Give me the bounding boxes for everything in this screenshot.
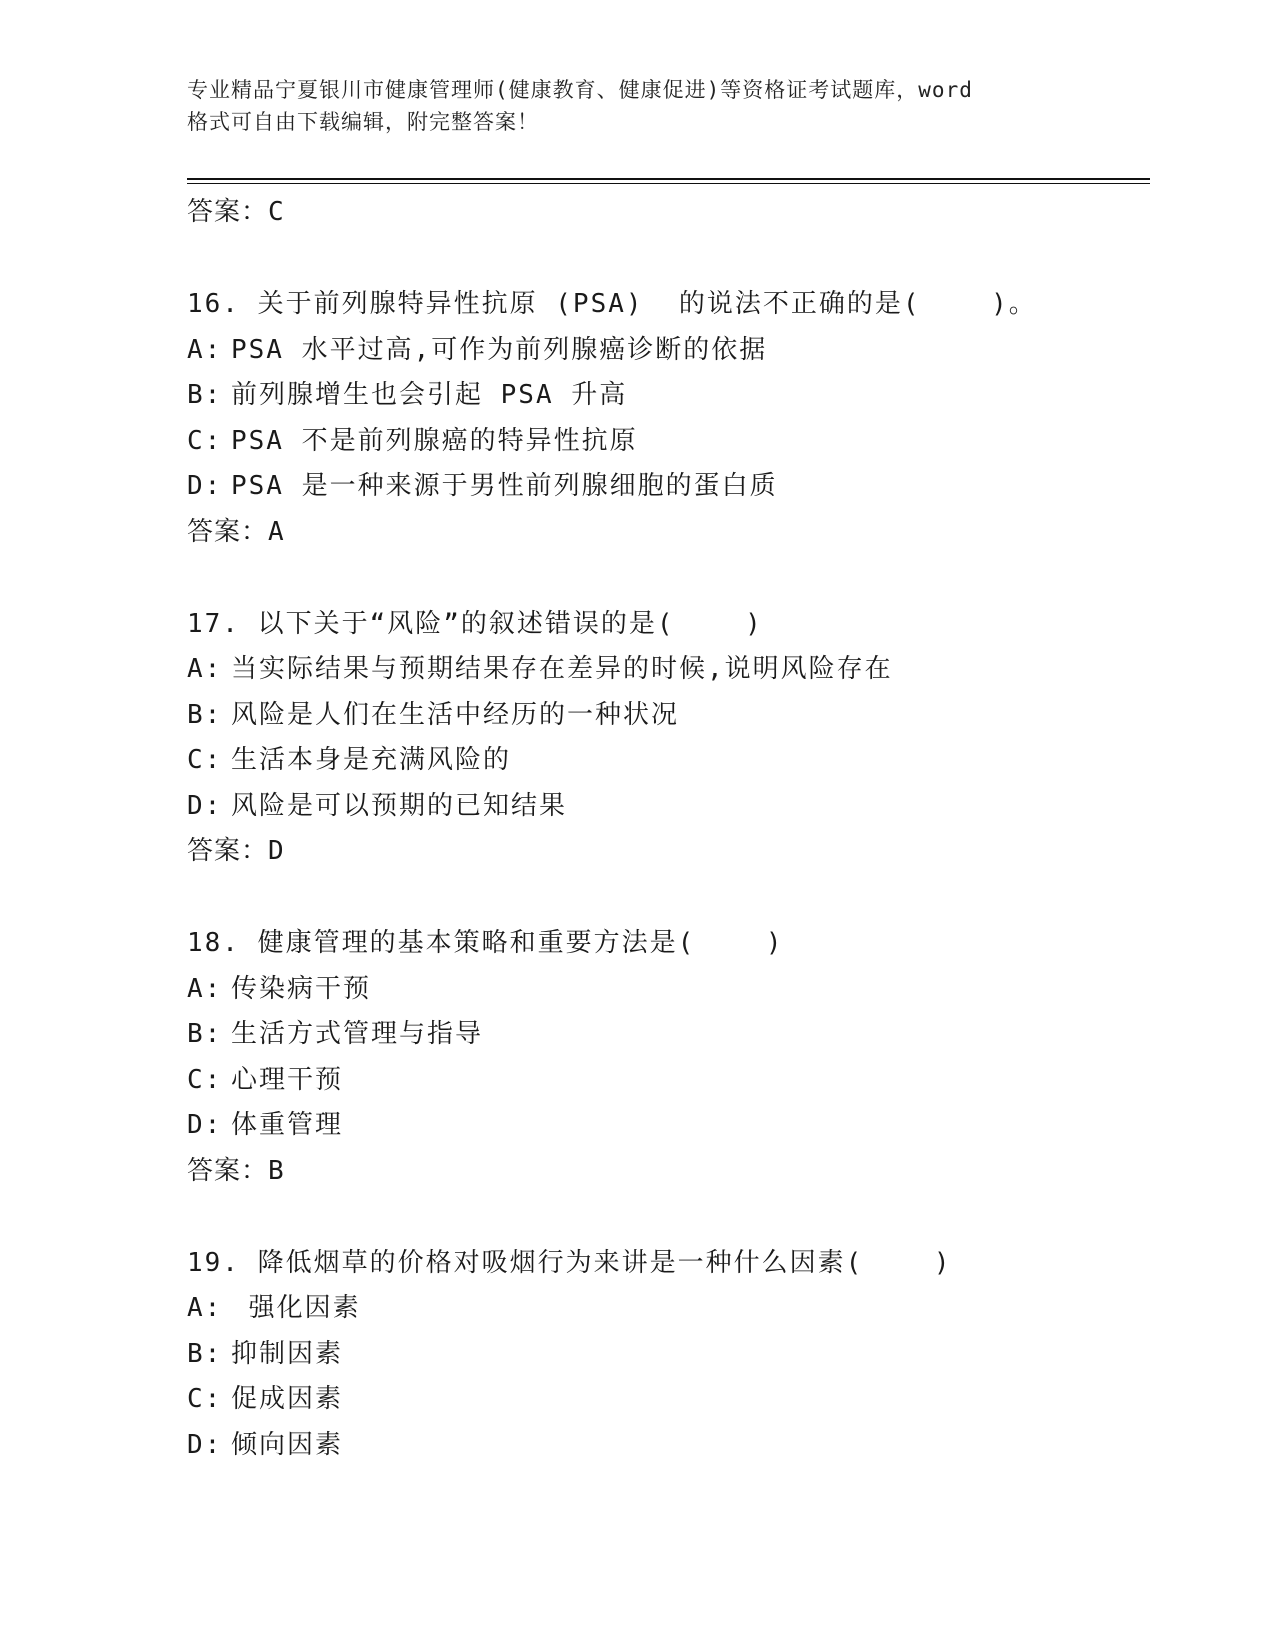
answer-label: 答案： bbox=[187, 1155, 269, 1186]
option-b: B: 生活方式管理与指导 bbox=[187, 1019, 484, 1049]
option-b: B: 抑制因素 bbox=[187, 1338, 344, 1369]
answer-line bbox=[187, 510, 1147, 555]
answer-line bbox=[187, 829, 1147, 874]
question-stem: 18. 健康管理的基本策略和重要方法是( ) bbox=[187, 928, 784, 958]
option-d: D: PSA 是一种来源于男性前列腺细胞的蛋白质 bbox=[187, 471, 778, 501]
option-a: A: 当实际结果与预期结果存在差异的时候,说明风险存在 bbox=[187, 654, 893, 684]
answer-value: A bbox=[268, 516, 286, 547]
option-c: C: 心理干预 bbox=[187, 1064, 344, 1095]
answer-label: 答案： bbox=[187, 516, 269, 547]
option-a: A: 传染病干预 bbox=[187, 973, 372, 1004]
answer-line bbox=[187, 1149, 1147, 1194]
header-rule bbox=[187, 178, 1150, 180]
option-c: C: PSA 不是前列腺癌的特异性抗原 bbox=[187, 425, 638, 456]
header-line-1: 专业精品宁夏银川市健康管理师(健康教育、健康促进)等资格证考试题库，word bbox=[187, 78, 973, 102]
answer-label: 答案： bbox=[187, 197, 269, 227]
question-19 bbox=[187, 1241, 1147, 1469]
question-16 bbox=[187, 282, 1147, 555]
header-rule-thin bbox=[187, 183, 1150, 184]
answer-value: D bbox=[268, 836, 286, 866]
question-17 bbox=[187, 602, 1147, 875]
answer-label: 答案： bbox=[187, 836, 269, 866]
question-stem: 16. 关于前列腺特异性抗原 (PSA) 的说法不正确的是( )。 bbox=[187, 289, 1037, 319]
option-c: C: 生活本身是充满风险的 bbox=[187, 745, 512, 775]
option-c: C: 促成因素 bbox=[187, 1384, 344, 1414]
option-d: D: 倾向因素 bbox=[187, 1429, 344, 1460]
question-18 bbox=[187, 921, 1147, 1194]
option-d: D: 体重管理 bbox=[187, 1110, 344, 1140]
answer-line bbox=[187, 190, 1147, 235]
document-header bbox=[187, 74, 1067, 138]
header-line-2: 格式可自由下载编辑，附完整答案！ bbox=[187, 110, 539, 134]
option-b: B: 风险是人们在生活中经历的一种状况 bbox=[187, 699, 680, 730]
question-stem: 19. 降低烟草的价格对吸烟行为来讲是一种什么因素( ) bbox=[187, 1247, 952, 1278]
question-stem: 17. 以下关于“风险”的叙述错误的是( ) bbox=[187, 608, 763, 639]
option-a: A: PSA 水平过高,可作为前列腺癌诊断的依据 bbox=[187, 334, 768, 365]
document-body bbox=[187, 190, 1147, 1468]
option-b: B: 前列腺增生也会引起 PSA 升高 bbox=[187, 380, 628, 410]
option-d: D: 风险是可以预期的已知结果 bbox=[187, 790, 568, 821]
option-a: A: 强化因素 bbox=[187, 1293, 361, 1323]
answer-value: B bbox=[268, 1155, 286, 1186]
answer-value: C bbox=[268, 197, 286, 227]
